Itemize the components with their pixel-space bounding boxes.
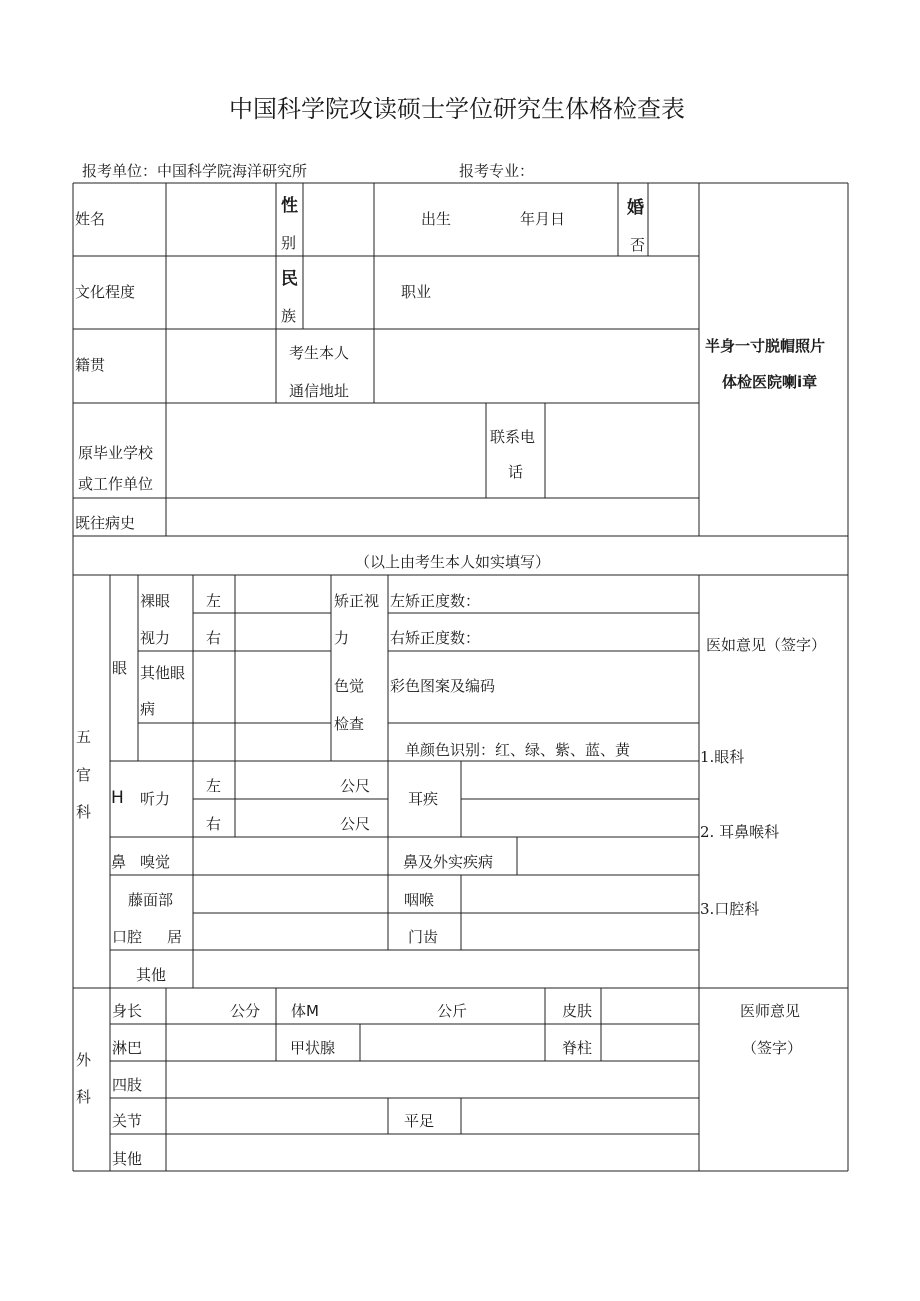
self-fill-note: （以上由考生本人如实填写） [355, 553, 551, 571]
label-mouth-2: 居 [167, 928, 183, 946]
oral-dept: 3.口腔科 [700, 900, 760, 918]
label-name: 姓名 [75, 210, 106, 228]
label-other-eye-1: 其他眼 [140, 664, 186, 682]
label-surgery-other: 其他 [112, 1150, 143, 1168]
label-throat: 咽喉 [404, 891, 435, 909]
label-birth: 出生 [421, 210, 452, 228]
label-occupation: 职业 [401, 283, 432, 301]
label-naked-1: 裸眼 [140, 592, 171, 610]
label-gender-2: 别 [281, 234, 297, 252]
label-education: 文化程度 [75, 283, 136, 301]
label-thyroid: 甲状腺 [290, 1039, 336, 1057]
eye-dept: 1.眼科 [700, 748, 745, 766]
label-smell: 嗅觉 [140, 853, 171, 871]
section-surgery-2: 科 [76, 1088, 92, 1106]
label-native-place: 籍贯 [75, 356, 106, 374]
label-birth-date: 年月日 [520, 210, 566, 228]
label-right-eye: 右 [206, 629, 222, 647]
label-color-2: 检查 [334, 715, 365, 733]
label-teeth: 门齿 [408, 928, 439, 946]
label-height: 身长 [112, 1002, 143, 1020]
label-face: 藤面部 [128, 891, 174, 909]
section-senses-2: 官 [76, 766, 92, 784]
label-corrected-2: 力 [334, 629, 350, 647]
label-phone-1: 联系电 [490, 428, 536, 446]
major-label: 报考专业： [459, 162, 535, 180]
label-naked-2: 视力 [140, 629, 171, 647]
label-mono-color: 单颜色识别：红、绿、紫、蓝、黄 [405, 741, 631, 759]
senses-doctor-opinion: 医如意见（签字） [706, 636, 827, 654]
photo-note-1: 半身一寸脱帽照片 [705, 337, 826, 355]
photo-note-2: 体检医院喇i章 [722, 373, 818, 391]
surgery-doctor-opinion-2: （签字） [742, 1039, 803, 1057]
label-eye: 眼 [112, 659, 128, 677]
label-right-correction: 右矫正度数： [390, 629, 481, 647]
label-school-1: 原毕业学校 [78, 444, 154, 462]
unit-label: 报考单位：中国科学院海洋研究所 [82, 162, 308, 180]
label-address-1: 考生本人 [289, 344, 350, 362]
ent-dept: 2. 耳鼻喉科 [700, 823, 780, 841]
label-school-2: 或工作单位 [78, 475, 154, 493]
label-left-ear: 左 [206, 777, 222, 795]
label-limbs: 四肢 [112, 1076, 143, 1094]
label-phone-2: 话 [508, 463, 524, 481]
label-mouth: 口腔 [112, 928, 143, 946]
section-senses-1: 五 [76, 728, 92, 746]
label-weight: 体M [291, 1002, 319, 1020]
label-other-eye-2: 病 [140, 700, 156, 718]
label-kg: 公斤 [437, 1002, 468, 1020]
label-hearing: 听力 [140, 790, 171, 808]
label-left-eye: 左 [206, 592, 222, 610]
label-color-pattern: 彩色图案及编码 [390, 677, 496, 695]
surgery-doctor-opinion-1: 医师意见 [740, 1002, 801, 1020]
label-address-2: 通信地址 [289, 382, 350, 400]
label-right-ear: 右 [206, 815, 222, 833]
label-ear-disease: 耳疾 [408, 790, 439, 808]
label-meter-2: 公尺 [340, 815, 371, 833]
label-nasal-disease: 鼻及外实疾病 [403, 853, 494, 871]
label-corrected-1: 矫正视 [334, 592, 380, 610]
label-ethnicity-2: 族 [281, 307, 297, 325]
label-flatfoot: 平足 [404, 1112, 435, 1130]
label-skin: 皮肤 [562, 1002, 593, 1020]
label-meter-1: 公尺 [340, 777, 371, 795]
label-history: 既往病史 [75, 514, 136, 532]
label-lymph: 淋巴 [112, 1039, 143, 1057]
label-joints: 关节 [112, 1112, 143, 1130]
label-senses-other: 其他 [136, 966, 167, 984]
page-title: 中国科学院攻读硕士学位研究生体格检查表 [229, 95, 685, 123]
section-senses-3: 科 [76, 803, 92, 821]
section-surgery-1: 外 [76, 1051, 92, 1069]
label-gender-1: 性 [281, 196, 298, 216]
label-color-1: 色觉 [334, 677, 365, 695]
label-ear: H [111, 788, 124, 808]
label-nose: 鼻 [111, 853, 127, 871]
label-married-1: 婚 [627, 198, 644, 218]
label-spine: 脊柱 [562, 1039, 593, 1057]
label-married-2: 否 [630, 236, 646, 254]
label-left-correction: 左矫正度数： [390, 592, 481, 610]
label-ethnicity-1: 民 [281, 269, 298, 289]
label-cm: 公分 [230, 1002, 261, 1020]
